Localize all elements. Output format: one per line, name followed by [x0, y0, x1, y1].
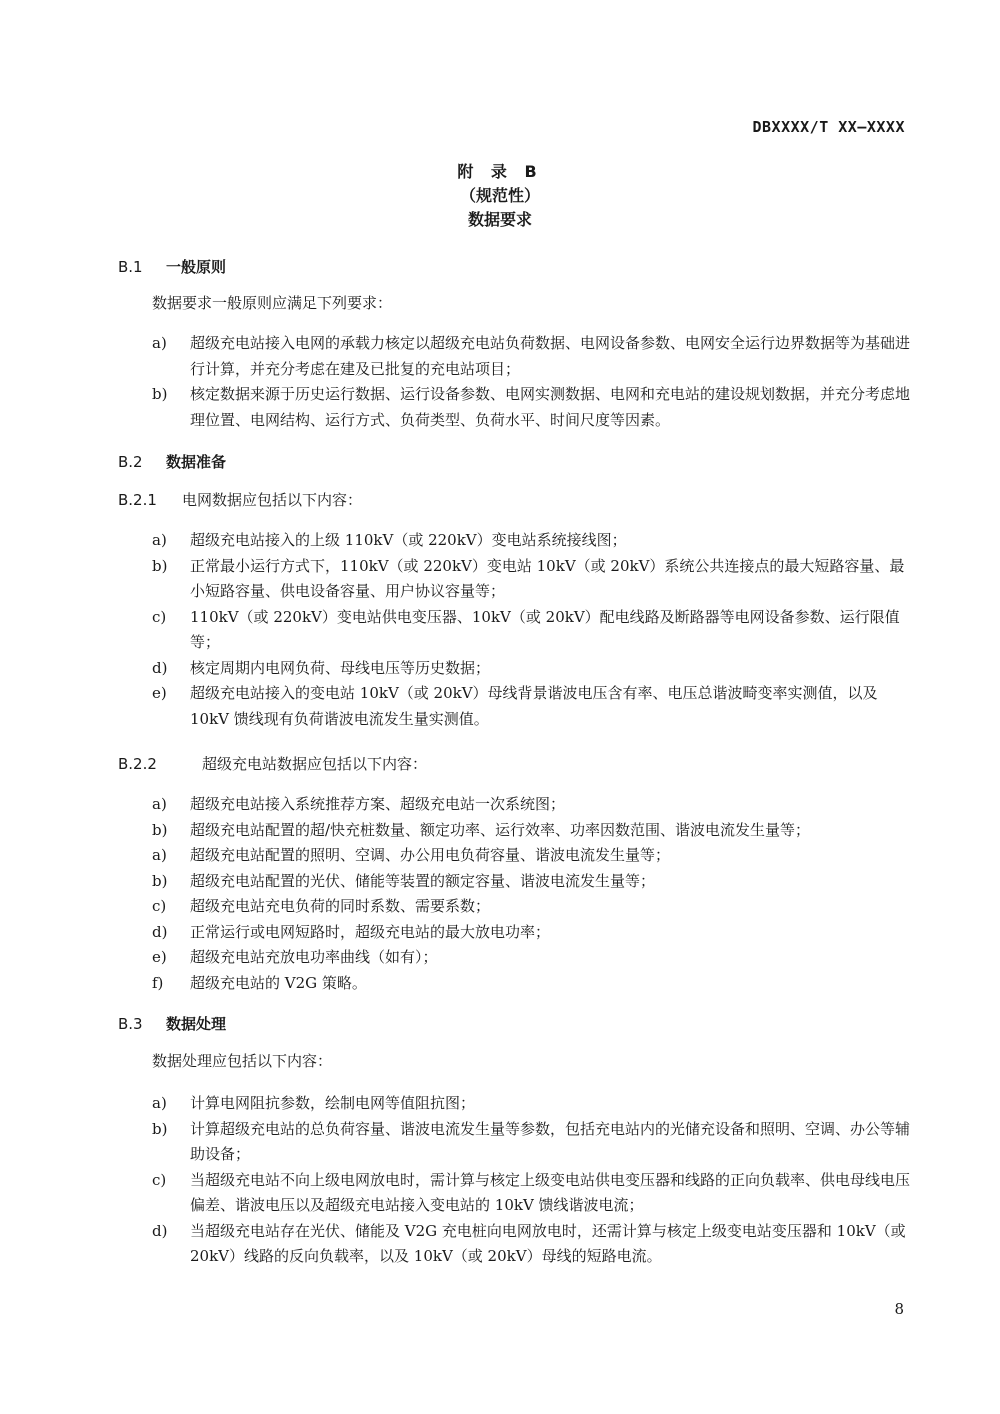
section-heading-b3 [118, 1014, 226, 1034]
subsection-text: 超级充电站数据应包括以下内容： [202, 755, 428, 773]
list-item-text: 超级充电站的 V2G 策略。 [190, 973, 367, 992]
list-item [152, 869, 912, 895]
list-item [152, 971, 912, 997]
list-item-label: a) [152, 334, 167, 352]
subsection-text: 电网数据应包括以下内容： [182, 491, 363, 509]
section-heading-b1 [118, 257, 226, 277]
list-item [152, 681, 912, 732]
list-item-label: e) [152, 948, 167, 966]
list-item-label: a) [152, 795, 167, 813]
list-item-label: a) [152, 846, 167, 864]
section-intro-b3: 数据处理应包括以下内容： [152, 1052, 333, 1070]
list-item [152, 818, 912, 844]
subsection-number: B.2.2 [118, 755, 157, 773]
appendix-subject: 数据要求 [467, 210, 532, 229]
list-item-text: 正常运行或电网短路时，超级充电站的最大放电功率； [190, 922, 551, 941]
list-item [152, 656, 912, 682]
list-item-text: 当超级充电站不向上级电网放电时，需计算与核定上级变电站供电变压器和线路的正向负载率、供电母线电压偏差、谐波电压以及超级充电站接入变电站的 10kV 馈线谐波电流； [190, 1170, 911, 1214]
list-item [152, 894, 912, 920]
list-item-text: 超级充电站接入电网的承载力核定以超级充电站负荷数据、电网设备参数、电网安全运行边界数据等为基础进行计算，并充分考虑在建及已批复的充电站项目； [190, 334, 911, 378]
section-number: B.3 [118, 1015, 143, 1033]
list-item-label: b) [152, 871, 168, 890]
list-item-text: 计算电网阻抗参数，绘制电网等值阻抗图； [190, 1094, 476, 1112]
list-item-text: 110kV（或 220kV）变电站供电变压器、10kV（或 20kV）配电线路及断路器等电网设备参数、运行限值等； [190, 607, 900, 651]
section-heading-b2 [118, 452, 226, 472]
list-item-label: d) [152, 658, 168, 677]
list-item-text: 核定数据来源于历史运行数据、运行设备参数、电网实测数据、电网和充电站的建设规划数据，并充分考虑地理位置、电网结构、运行方式、负荷类型、负荷水平、时间尺度等因素。 [190, 385, 911, 429]
list-item-label: b) [152, 385, 168, 403]
list-item-label: e) [152, 684, 167, 702]
standard-code: DBXXXX/T XX—XXXX [752, 118, 905, 136]
list-item [152, 792, 912, 818]
list-item [152, 920, 912, 946]
list-item-text: 超级充电站接入的变电站 10kV（或 20kV）母线背景谐波电压含有率、电压总谐波畸变率实测值，以及 10kV 馈线现有负荷谐波电流发生量实测值。 [190, 684, 878, 728]
list-item [152, 945, 912, 971]
appendix-title: 附 录 B [457, 162, 543, 181]
list-item-text: 核定周期内电网负荷、母线电压等历史数据； [190, 658, 491, 677]
list-item-text: 超级充电站接入的上级 110kV（或 220kV）变电站系统接线图； [190, 531, 627, 549]
subsection-heading-b21 [118, 490, 362, 510]
list-item-label: b) [152, 1119, 168, 1138]
list-b22 [152, 792, 912, 996]
list-item [152, 528, 912, 554]
section-title: 数据处理 [166, 1015, 227, 1033]
list-item-label: b) [152, 556, 168, 575]
list-item-text: 正常最小运行方式下，110kV（或 220kV）变电站 10kV（或 20kV）系统公共连接点的最大短路容量、最小短路容量、供电设备容量、用户协议容量等； [190, 556, 905, 600]
section-number: B.2 [118, 453, 143, 471]
list-item-text: 超级充电站配置的照明、空调、办公用电负荷容量、谐波电流发生量等； [190, 846, 671, 864]
page-number: 8 [894, 1300, 904, 1318]
list-item-text: 超级充电站配置的光伏、储能等装置的额定容量、谐波电流发生量等； [190, 871, 656, 890]
list-item [152, 331, 912, 382]
list-item-text: 计算超级充电站的总负荷容量、谐波电流发生量等参数，包括充电站内的光储充设备和照明、空调、办公等辅助设备； [190, 1119, 911, 1163]
list-item-label: c) [152, 1170, 167, 1189]
list-item-label: c) [152, 897, 167, 915]
list-item [152, 843, 912, 869]
section-title: 数据准备 [166, 453, 227, 471]
list-item-label: b) [152, 820, 168, 839]
list-item-text: 超级充电站充放电功率曲线（如有）； [190, 948, 438, 966]
list-item-label: d) [152, 922, 168, 941]
list-b1 [152, 331, 912, 433]
list-item [152, 1219, 912, 1270]
list-item [152, 1168, 912, 1219]
list-item-label: a) [152, 1094, 167, 1112]
section-number: B.1 [118, 258, 143, 276]
list-b21 [152, 528, 912, 732]
list-item-text: 当超级充电站存在光伏、储能及 V2G 充电桩向电网放电时，还需计算与核定上级变电站变压器和 10kV（或 20kV）线路的反向负载率，以及 10kV（或 20kV）母线的短路电流。 [190, 1221, 906, 1265]
list-item-text: 超级充电站接入系统推荐方案、超级充电站一次系统图； [190, 795, 566, 813]
list-item-text: 超级充电站充电负荷的同时系数、需要系数； [190, 897, 491, 915]
list-b3 [152, 1091, 912, 1270]
section-intro-b1: 数据要求一般原则应满足下列要求： [152, 294, 393, 312]
list-item-text: 超级充电站配置的超/快充桩数量、额定功率、运行效率、功率因数范围、谐波电流发生量等； [190, 820, 811, 839]
list-item [152, 554, 912, 605]
list-item-label: a) [152, 531, 167, 549]
list-item-label: d) [152, 1221, 168, 1240]
list-item-label: f) [152, 973, 164, 992]
section-title: 一般原则 [166, 258, 227, 276]
list-item [152, 605, 912, 656]
list-item [152, 1117, 912, 1168]
list-item [152, 1091, 912, 1117]
subsection-heading-b22 [118, 754, 427, 774]
list-item [152, 382, 912, 433]
list-item-label: c) [152, 607, 167, 626]
appendix-title-block [0, 160, 1000, 232]
subsection-number: B.2.1 [118, 491, 157, 509]
appendix-type: （规范性） [459, 186, 540, 205]
